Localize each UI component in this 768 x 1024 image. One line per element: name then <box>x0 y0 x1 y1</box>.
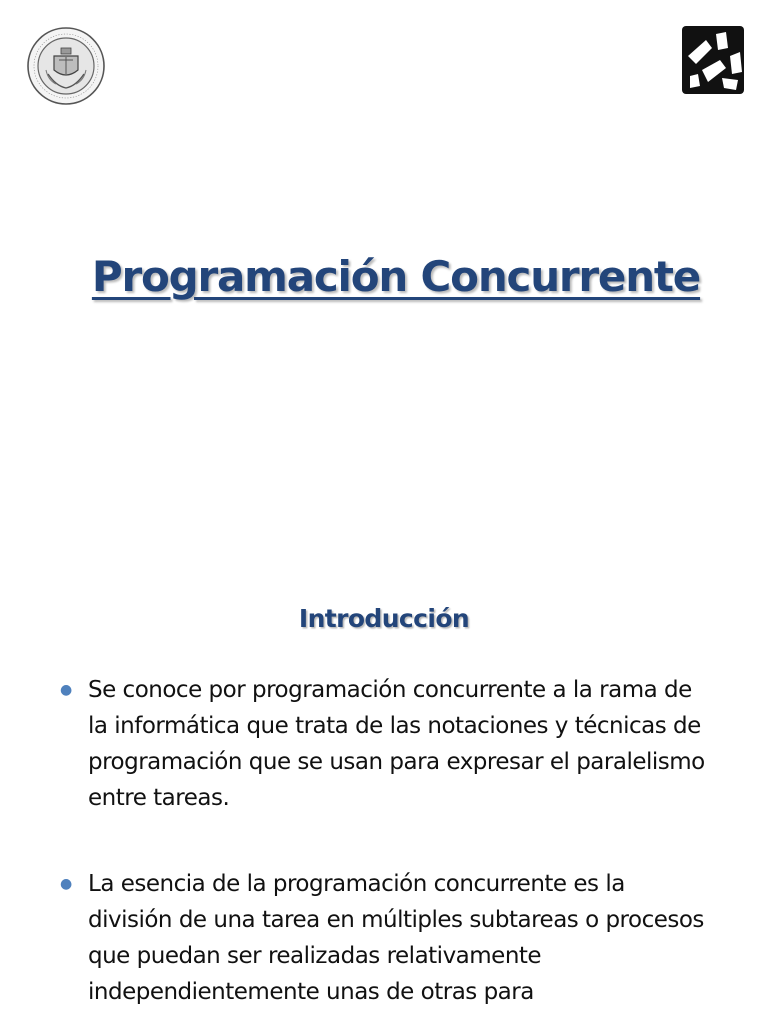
bullet-dot-icon: ● <box>60 876 72 892</box>
list-item <box>60 866 710 1010</box>
list-item <box>60 672 710 816</box>
bullet-dot-icon: ● <box>60 682 72 698</box>
abstract-black-logo-icon <box>682 26 744 94</box>
bullet-text: La esencia de la programación concurrente es la división de una tarea en múltiples subtareas o procesos que puedan ser realizadas relativamente independientemente unas de otras para <box>88 871 704 1005</box>
bullet-list <box>60 672 710 1010</box>
university-seal-icon <box>26 26 106 106</box>
section-heading: Introducción <box>298 604 470 633</box>
bullet-text: Se conoce por programación concurrente a la rama de la informática que trata de las notaciones y técnicas de programación que se usan para expresar el paralelismo entre tareas. <box>88 677 705 811</box>
slide-title: Programación Concurrente <box>91 252 701 301</box>
